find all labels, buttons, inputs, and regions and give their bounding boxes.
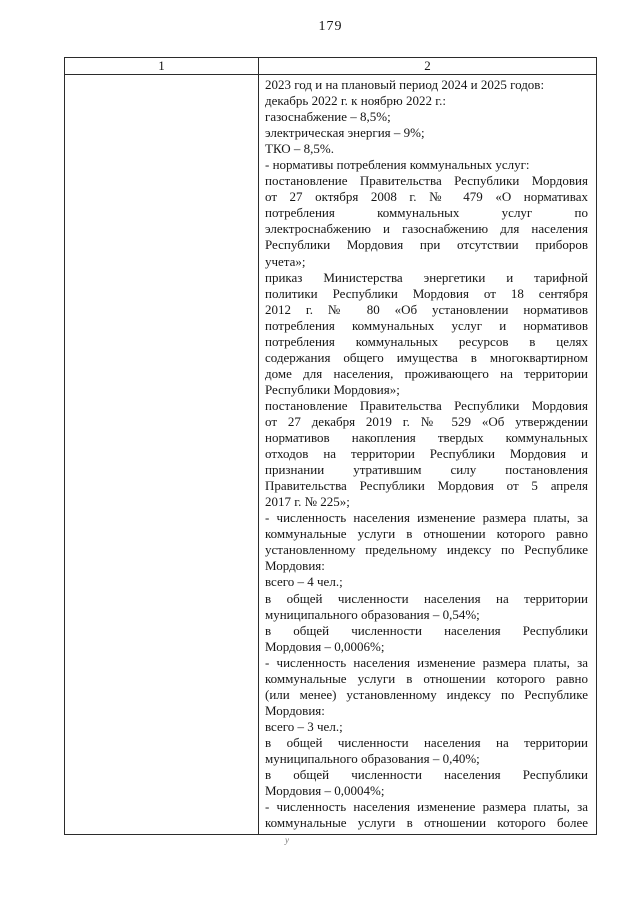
text-line: от 27 декабря 2019 г. № 529 «Об утверждении (265, 413, 588, 429)
text-line: потребления коммунальных услуг и нормативов (265, 317, 588, 333)
text-line: политики Республики Мордовия от 18 сентября (265, 285, 588, 301)
text-line: - численность населения изменение размера платы, за (265, 799, 588, 815)
text-line: электроснабжению и газоснабжению для населения (265, 221, 588, 237)
text-line: Республики Мордовия при отсутствии приборов (265, 237, 588, 253)
text-line: (или менее) установленному индексу по Республике (265, 686, 588, 702)
text-line: 2023 год и на плановый период 2024 и 2025 годов: (265, 77, 545, 92)
text-line: всего – 3 чел.; (265, 718, 343, 734)
text-line: коммунальные услуги в отношении которого равно (265, 670, 588, 686)
text-line: постановление Правительства Республики Мордовия (265, 173, 588, 189)
text-line: - численность населения изменение размера платы, за (265, 510, 588, 526)
text-line: нормативов накопления твердых коммунальных (265, 430, 588, 446)
text-line: электрическая энергия – 9%; (265, 125, 425, 141)
text-line: муниципального образования – 0,54%; (265, 606, 480, 622)
text-line: от 27 октября 2008 г. № 479 «О нормативах (265, 189, 588, 205)
header-cell-column-2: 2 (424, 58, 431, 73)
text-line: отходов на территории Республики Мордовия и (265, 446, 588, 462)
text-line: Мордовия – 0,0004%; (265, 783, 385, 799)
text-line: потребления коммунальных ресурсов в целях (265, 333, 588, 349)
column2-cell (259, 75, 596, 834)
table-body-row (65, 75, 596, 834)
text-line: коммунальные услуги в отношении которого более (265, 815, 588, 831)
table-header-row (65, 58, 596, 75)
text-line: постановление Правительства Республики Мордовия (265, 397, 588, 413)
text-line: 2017 г. № 225»; (265, 494, 350, 510)
text-line: Мордовия: (265, 558, 325, 574)
text-line: всего – 4 чел.; (265, 574, 343, 590)
text-line: коммунальные услуги в отношении которого равно (265, 526, 588, 542)
text-line: в общей численности населения на территории (265, 734, 588, 750)
column1-cell (65, 75, 259, 834)
text-line: 2012 г. № 80 «Об установлении нормативов (265, 301, 588, 317)
document-table (64, 57, 597, 835)
text-line: - численность населения изменение размера платы, за (265, 654, 588, 670)
page-number: 179 (318, 19, 343, 34)
text-line: Мордовия: (265, 702, 325, 718)
text-line: в общей численности населения на территории (265, 590, 588, 606)
text-line: установленному предельному индексу по Республике (265, 542, 588, 558)
text-line: признании утратившим силу постановления (265, 462, 588, 478)
text-line: декабрь 2022 г. к ноябрю 2022 г.: (265, 93, 446, 109)
text-line: ТКО – 8,5%. (265, 141, 335, 157)
text-line: Мордовия – 0,0006%; (265, 638, 385, 654)
text-line: в общей численности населения Республики (265, 622, 588, 638)
text-line: потребления коммунальных услуг по (265, 205, 588, 221)
text-line: приказ Министерства энергетики и тарифной (265, 269, 588, 285)
text-line: Правительства Республики Мордовия от 5 апреля (265, 478, 588, 494)
stray-mark: y (285, 835, 289, 845)
text-line: доме для населения, проживающего на территории (265, 365, 588, 381)
header-cell-column-1: 1 (65, 58, 259, 74)
text-line: учета»; (265, 253, 306, 269)
text-line: муниципального образования – 0,40%; (265, 750, 480, 766)
text-line: в общей численности населения Республики (265, 767, 588, 783)
text-line: газоснабжение – 8,5%; (265, 109, 391, 125)
text-line: содержания общего имущества в многоквартирном (265, 349, 588, 365)
text-line: - нормативы потребления коммунальных услуг: (265, 157, 530, 173)
text-line: Республики Мордовия»; (265, 381, 400, 397)
